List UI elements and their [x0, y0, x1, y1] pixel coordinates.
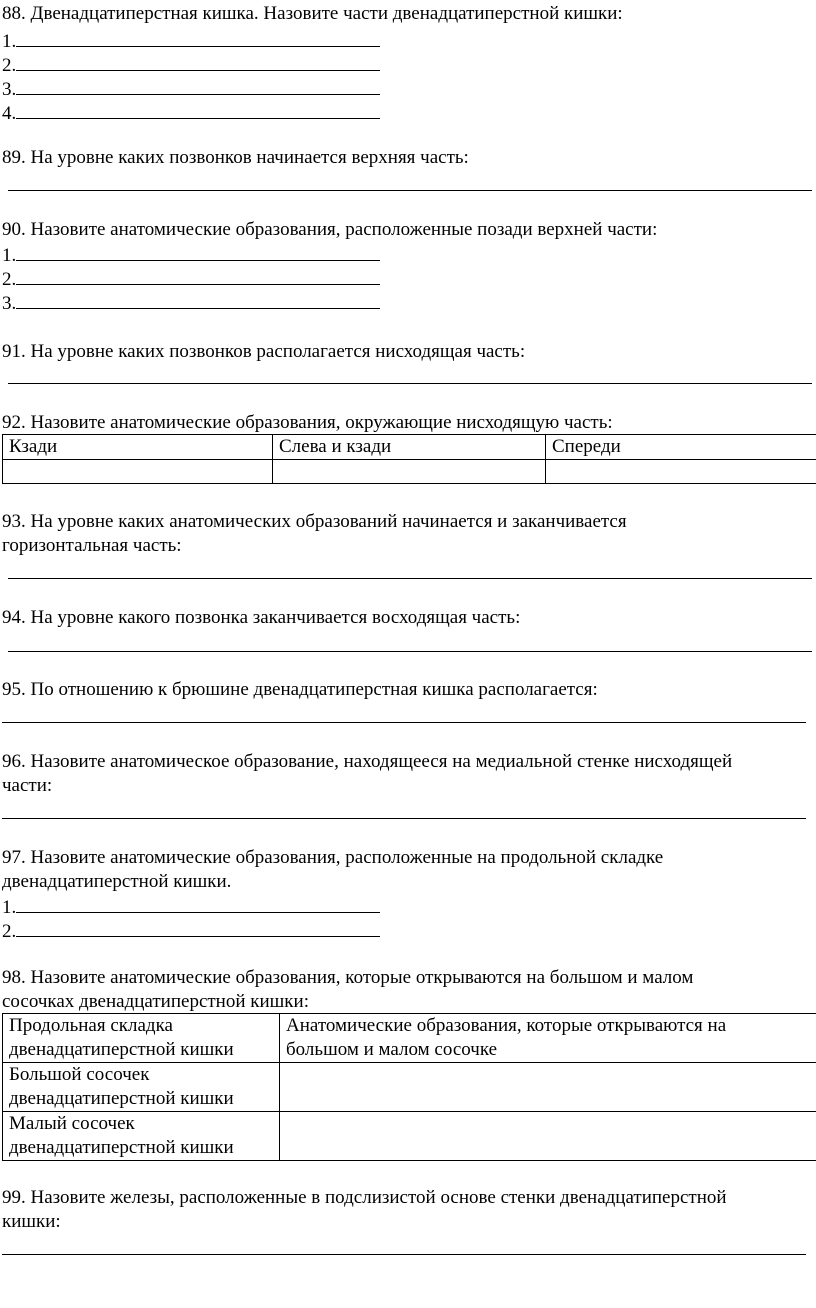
question-97: 97. Назовите анатомические образования, расположенные на продольной складке [2, 847, 664, 868]
answer-line-97-1[interactable] [2, 894, 380, 920]
answer-line-97-2[interactable] [2, 918, 380, 944]
column-header-left-behind: Слева и кзади [273, 435, 546, 460]
column-header-front: Спереди [546, 435, 816, 460]
question-91: 91. На уровне каких позвонков располагается нисходящая часть: [2, 341, 526, 362]
answer-line-88-3[interactable] [2, 76, 380, 102]
answer-line-96[interactable] [2, 818, 806, 819]
answer-cell[interactable] [280, 1063, 816, 1112]
answer-blank[interactable] [16, 100, 380, 119]
answer-line-88-1[interactable] [2, 28, 380, 54]
answer-line-93[interactable] [8, 578, 812, 579]
item-number: 1. [2, 31, 17, 52]
column-header-fold: Продольная складка двенадцатиперстной кишки [3, 1014, 280, 1063]
question-99-continued: кишки: [2, 1211, 61, 1232]
row-label-minor-papilla: Малый сосочек двенадцатиперстной кишки [3, 1112, 280, 1161]
answer-blank[interactable] [16, 918, 380, 937]
item-number: 3. [2, 293, 17, 314]
item-number: 1. [2, 897, 17, 918]
item-number: 4. [2, 103, 17, 124]
answer-line-88-2[interactable] [2, 52, 380, 78]
item-number: 3. [2, 79, 17, 100]
question-93: 93. На уровне каких анатомических образований начинается и заканчивается [2, 511, 627, 532]
answer-line-91[interactable] [8, 383, 812, 384]
question-96: 96. Назовите анатомическое образование, находящееся на медиальной стенке нисходящей [2, 751, 733, 772]
answer-line-90-1[interactable] [2, 242, 380, 268]
papilla-table [2, 1013, 816, 1161]
question-96-continued: части: [2, 775, 53, 796]
answer-blank[interactable] [16, 266, 380, 285]
column-header-behind: Кзади [3, 435, 273, 460]
answer-line-95[interactable] [2, 722, 806, 723]
answer-cell[interactable] [546, 460, 816, 484]
answer-cell[interactable] [3, 460, 273, 484]
question-93-continued: горизонтальная часть: [2, 535, 182, 556]
answer-cell[interactable] [280, 1112, 816, 1161]
surroundings-table [2, 434, 816, 484]
answer-line-90-3[interactable] [2, 290, 380, 316]
question-89: 89. На уровне каких позвонков начинается верхняя часть: [2, 147, 469, 168]
answer-blank[interactable] [16, 52, 380, 71]
item-number: 1. [2, 245, 17, 266]
item-number: 2. [2, 55, 17, 76]
question-99: 99. Назовите железы, расположенные в подслизистой основе стенки двенадцатиперстной [2, 1187, 727, 1208]
answer-blank[interactable] [16, 242, 380, 261]
question-98-continued: сосочках двенадцатиперстной кишки: [2, 991, 309, 1012]
item-number: 2. [2, 921, 17, 942]
answer-blank[interactable] [16, 894, 380, 913]
question-97-continued: двенадцатиперстной кишки. [2, 871, 232, 892]
answer-cell[interactable] [273, 460, 546, 484]
answer-line-90-2[interactable] [2, 266, 380, 292]
answer-blank[interactable] [16, 290, 380, 309]
column-header-structures: Анатомические образования, которые открываются на большом и малом сосочке [280, 1014, 816, 1063]
answer-blank[interactable] [16, 28, 380, 47]
answer-line-94[interactable] [8, 651, 812, 652]
answer-line-99[interactable] [2, 1254, 806, 1255]
question-98: 98. Назовите анатомические образования, которые открываются на большом и малом [2, 967, 694, 988]
answer-line-89[interactable] [8, 190, 812, 191]
answer-line-88-4[interactable] [2, 100, 380, 126]
item-number: 2. [2, 269, 17, 290]
question-92: 92. Назовите анатомические образования, окружающие нисходящую часть: [2, 412, 613, 433]
question-90: 90. Назовите анатомические образования, расположенные позади верхней части: [2, 219, 658, 240]
answer-blank[interactable] [16, 76, 380, 95]
question-88: 88. Двенадцатиперстная кишка. Назовите части двенадцатиперстной кишки: [2, 3, 623, 24]
question-95: 95. По отношению к брюшине двенадцатиперстная кишка располагается: [2, 679, 598, 700]
question-94: 94. На уровне какого позвонка заканчивается восходящая часть: [2, 607, 521, 628]
row-label-major-papilla: Большой сосочек двенадцатиперстной кишки [3, 1063, 280, 1112]
